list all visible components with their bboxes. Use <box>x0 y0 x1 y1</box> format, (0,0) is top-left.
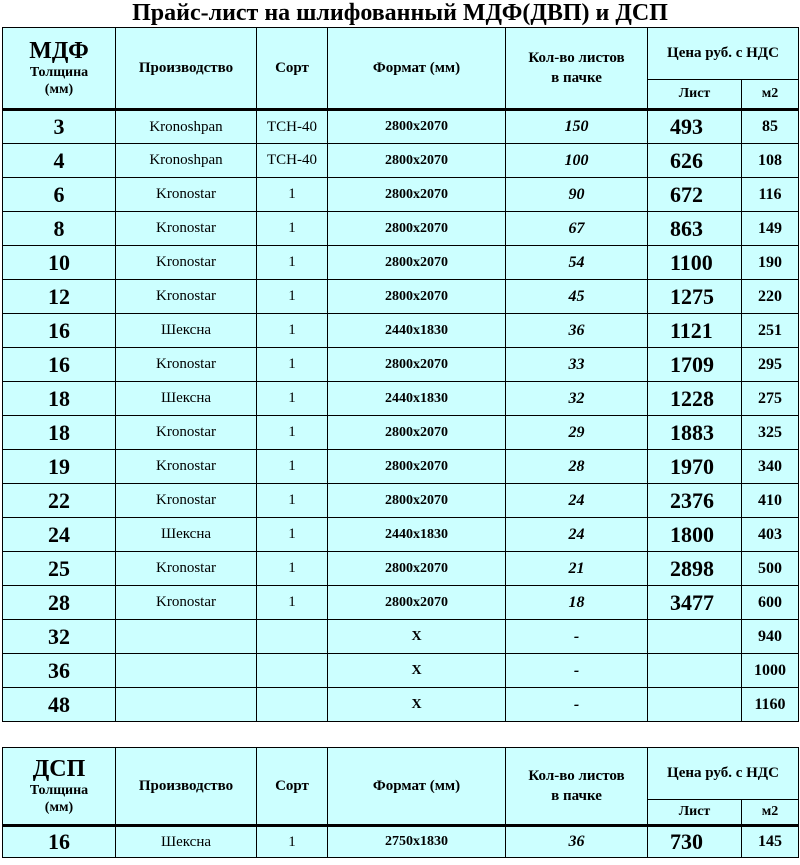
price-m2-cell: 340 <box>742 450 799 484</box>
manufacturer-cell: Kronostar <box>116 178 257 212</box>
qty-cell: 100 <box>506 144 648 178</box>
thickness-cell: 10 <box>3 246 116 280</box>
dsp-unit-label: (мм) <box>44 800 74 815</box>
grade-cell: 1 <box>257 586 328 620</box>
format-cell: 2800x2070 <box>328 110 506 144</box>
format-cell: 2800x2070 <box>328 246 506 280</box>
table-row <box>3 450 799 484</box>
price-sheet-cell: 863 <box>648 212 742 246</box>
dsp-thickness-header <box>3 748 116 826</box>
manufacturer-cell: Kronostar <box>116 246 257 280</box>
price-m2-cell: 108 <box>742 144 799 178</box>
thickness-cell: 48 <box>3 688 116 722</box>
thickness-cell: 25 <box>3 552 116 586</box>
thickness-cell: 8 <box>3 212 116 246</box>
table-row <box>3 382 799 416</box>
table-row <box>3 416 799 450</box>
table-row <box>3 688 799 722</box>
manufacturer-cell: Kronostar <box>116 552 257 586</box>
price-m2-cell: 940 <box>742 620 799 654</box>
format-cell: 2800x2070 <box>328 178 506 212</box>
qty-cell: - <box>506 620 648 654</box>
price-sheet-cell: 1228 <box>648 382 742 416</box>
price-sheet-cell: 1970 <box>648 450 742 484</box>
format-cell: 2800x2070 <box>328 450 506 484</box>
qty-cell: 36 <box>506 826 648 858</box>
grade-cell: 1 <box>257 552 328 586</box>
thickness-cell: 3 <box>3 110 116 144</box>
table-row <box>3 144 799 178</box>
format-cell: 2800x2070 <box>328 416 506 450</box>
mdf-price-m2-header: м2 <box>742 80 799 110</box>
format-cell: 2800x2070 <box>328 586 506 620</box>
grade-cell: 1 <box>257 178 328 212</box>
table-row <box>3 178 799 212</box>
table-row <box>3 484 799 518</box>
price-m2-cell: 275 <box>742 382 799 416</box>
grade-cell: 1 <box>257 382 328 416</box>
qty-cell: 29 <box>506 416 648 450</box>
mdf-unit-label: (мм) <box>44 82 74 97</box>
manufacturer-cell <box>116 688 257 722</box>
format-cell: 2800x2070 <box>328 484 506 518</box>
grade-cell: ТСН-40 <box>257 144 328 178</box>
thickness-cell: 18 <box>3 382 116 416</box>
qty-cell: 24 <box>506 518 648 552</box>
dsp-thickness-label: Толщина <box>29 783 89 798</box>
thickness-cell: 28 <box>3 586 116 620</box>
table-row <box>3 552 799 586</box>
grade-cell: 1 <box>257 212 328 246</box>
qty-cell: 21 <box>506 552 648 586</box>
manufacturer-cell: Шексна <box>116 518 257 552</box>
qty-cell: 36 <box>506 314 648 348</box>
price-sheet-cell: 2898 <box>648 552 742 586</box>
manufacturer-cell: Kronostar <box>116 484 257 518</box>
price-sheet-cell: 1883 <box>648 416 742 450</box>
format-cell: X <box>328 620 506 654</box>
table-row <box>3 654 799 688</box>
format-cell: 2440x1830 <box>328 382 506 416</box>
thickness-cell: 24 <box>3 518 116 552</box>
format-cell: 2800x2070 <box>328 144 506 178</box>
grade-cell <box>257 620 328 654</box>
dsp-price-header: Цена руб. с НДС <box>648 748 799 800</box>
grade-cell: 1 <box>257 314 328 348</box>
price-sheet-cell: 493 <box>648 110 742 144</box>
qty-cell: 33 <box>506 348 648 382</box>
thickness-cell: 16 <box>3 348 116 382</box>
mdf-manufacturer-header: Производство <box>116 28 257 110</box>
format-cell: 2800x2070 <box>328 212 506 246</box>
grade-cell: 1 <box>257 484 328 518</box>
price-m2-cell: 85 <box>742 110 799 144</box>
table-row <box>3 348 799 382</box>
qty-cell: - <box>506 654 648 688</box>
manufacturer-cell: Kronostar <box>116 348 257 382</box>
grade-cell: 1 <box>257 416 328 450</box>
dsp-table-body <box>3 826 799 858</box>
table-row <box>3 280 799 314</box>
manufacturer-cell: Kronostar <box>116 416 257 450</box>
price-m2-cell: 500 <box>742 552 799 586</box>
price-sheet-cell: 672 <box>648 178 742 212</box>
price-sheet-cell: 2376 <box>648 484 742 518</box>
table-row <box>3 314 799 348</box>
thickness-cell: 32 <box>3 620 116 654</box>
price-sheet-cell: 626 <box>648 144 742 178</box>
mdf-price-sheet-header: Лист <box>648 80 742 110</box>
format-cell: 2750x1830 <box>328 826 506 858</box>
thickness-cell: 19 <box>3 450 116 484</box>
price-m2-cell: 295 <box>742 348 799 382</box>
price-sheet-cell <box>648 688 742 722</box>
table-row <box>3 212 799 246</box>
dsp-qty-header <box>506 748 648 826</box>
mdf-price-table <box>2 27 799 722</box>
price-m2-cell: 1000 <box>742 654 799 688</box>
dsp-manufacturer-header: Производство <box>116 748 257 826</box>
price-m2-cell: 325 <box>742 416 799 450</box>
qty-cell: 18 <box>506 586 648 620</box>
qty-cell: 24 <box>506 484 648 518</box>
dsp-price-table <box>2 747 799 858</box>
price-sheet-cell: 3477 <box>648 586 742 620</box>
price-m2-cell: 251 <box>742 314 799 348</box>
price-sheet-cell <box>648 654 742 688</box>
thickness-cell: 6 <box>3 178 116 212</box>
manufacturer-cell: Шексна <box>116 826 257 858</box>
qty-cell: 32 <box>506 382 648 416</box>
mdf-qty-header-line2: в пачке <box>551 70 602 86</box>
qty-cell: 54 <box>506 246 648 280</box>
grade-cell: 1 <box>257 518 328 552</box>
price-m2-cell: 149 <box>742 212 799 246</box>
thickness-cell: 18 <box>3 416 116 450</box>
format-cell: X <box>328 688 506 722</box>
thickness-cell: 16 <box>3 826 116 858</box>
grade-cell: 1 <box>257 826 328 858</box>
price-m2-cell: 1160 <box>742 688 799 722</box>
mdf-price-header: Цена руб. с НДС <box>648 28 799 80</box>
grade-cell: 1 <box>257 450 328 484</box>
thickness-cell: 22 <box>3 484 116 518</box>
qty-cell: 150 <box>506 110 648 144</box>
grade-cell: 1 <box>257 348 328 382</box>
manufacturer-cell: Kronostar <box>116 280 257 314</box>
table-row <box>3 586 799 620</box>
price-m2-cell: 220 <box>742 280 799 314</box>
thickness-cell: 36 <box>3 654 116 688</box>
format-cell: 2440x1830 <box>328 314 506 348</box>
grade-cell <box>257 688 328 722</box>
mdf-format-header: Формат (мм) <box>328 28 506 110</box>
thickness-cell: 4 <box>3 144 116 178</box>
price-m2-cell: 410 <box>742 484 799 518</box>
mdf-table-body <box>3 110 799 722</box>
price-m2-cell: 145 <box>742 826 799 858</box>
format-cell: 2800x2070 <box>328 280 506 314</box>
grade-cell: 1 <box>257 280 328 314</box>
table-row <box>3 826 799 858</box>
mdf-qty-header <box>506 28 648 110</box>
price-m2-cell: 190 <box>742 246 799 280</box>
mdf-material-label: МДФ <box>29 38 89 64</box>
format-cell: 2800x2070 <box>328 348 506 382</box>
dsp-price-sheet-header: Лист <box>648 800 742 826</box>
price-m2-cell: 116 <box>742 178 799 212</box>
format-cell: 2440x1830 <box>328 518 506 552</box>
table-row <box>3 246 799 280</box>
mdf-thickness-header <box>3 28 116 110</box>
dsp-material-label: ДСП <box>32 756 86 782</box>
manufacturer-cell: Kronostar <box>116 450 257 484</box>
thickness-cell: 12 <box>3 280 116 314</box>
manufacturer-cell: Kronostar <box>116 586 257 620</box>
qty-cell: 28 <box>506 450 648 484</box>
dsp-format-header: Формат (мм) <box>328 748 506 826</box>
manufacturer-cell: Шексна <box>116 382 257 416</box>
price-sheet-cell: 1275 <box>648 280 742 314</box>
grade-cell: ТСН-40 <box>257 110 328 144</box>
price-sheet-cell: 1800 <box>648 518 742 552</box>
qty-cell: 90 <box>506 178 648 212</box>
qty-cell: - <box>506 688 648 722</box>
price-sheet-cell: 1709 <box>648 348 742 382</box>
mdf-thickness-label: Толщина <box>29 65 89 80</box>
manufacturer-cell <box>116 620 257 654</box>
price-sheet-cell <box>648 620 742 654</box>
price-m2-cell: 403 <box>742 518 799 552</box>
qty-cell: 45 <box>506 280 648 314</box>
price-m2-cell: 600 <box>742 586 799 620</box>
manufacturer-cell: Kronostar <box>116 212 257 246</box>
price-sheet-cell: 1121 <box>648 314 742 348</box>
table-row <box>3 110 799 144</box>
thickness-cell: 16 <box>3 314 116 348</box>
mdf-qty-header-line1: Кол-во листов <box>528 50 625 66</box>
format-cell: X <box>328 654 506 688</box>
page-title: Прайс-лист на шлифованный МДФ(ДВП) и ДСП <box>132 0 668 26</box>
qty-cell: 67 <box>506 212 648 246</box>
price-sheet-cell: 730 <box>648 826 742 858</box>
dsp-price-m2-header: м2 <box>742 800 799 826</box>
table-row <box>3 620 799 654</box>
price-sheet-cell: 1100 <box>648 246 742 280</box>
table-row <box>3 518 799 552</box>
manufacturer-cell: Kronoshpan <box>116 110 257 144</box>
grade-cell: 1 <box>257 246 328 280</box>
format-cell: 2800x2070 <box>328 552 506 586</box>
manufacturer-cell: Шексна <box>116 314 257 348</box>
dsp-qty-header-line1: Кол-во листов <box>528 768 625 784</box>
dsp-qty-header-line2: в пачке <box>551 788 602 804</box>
manufacturer-cell: Kronoshpan <box>116 144 257 178</box>
grade-cell <box>257 654 328 688</box>
mdf-grade-header: Сорт <box>257 28 328 110</box>
manufacturer-cell <box>116 654 257 688</box>
dsp-grade-header: Сорт <box>257 748 328 826</box>
